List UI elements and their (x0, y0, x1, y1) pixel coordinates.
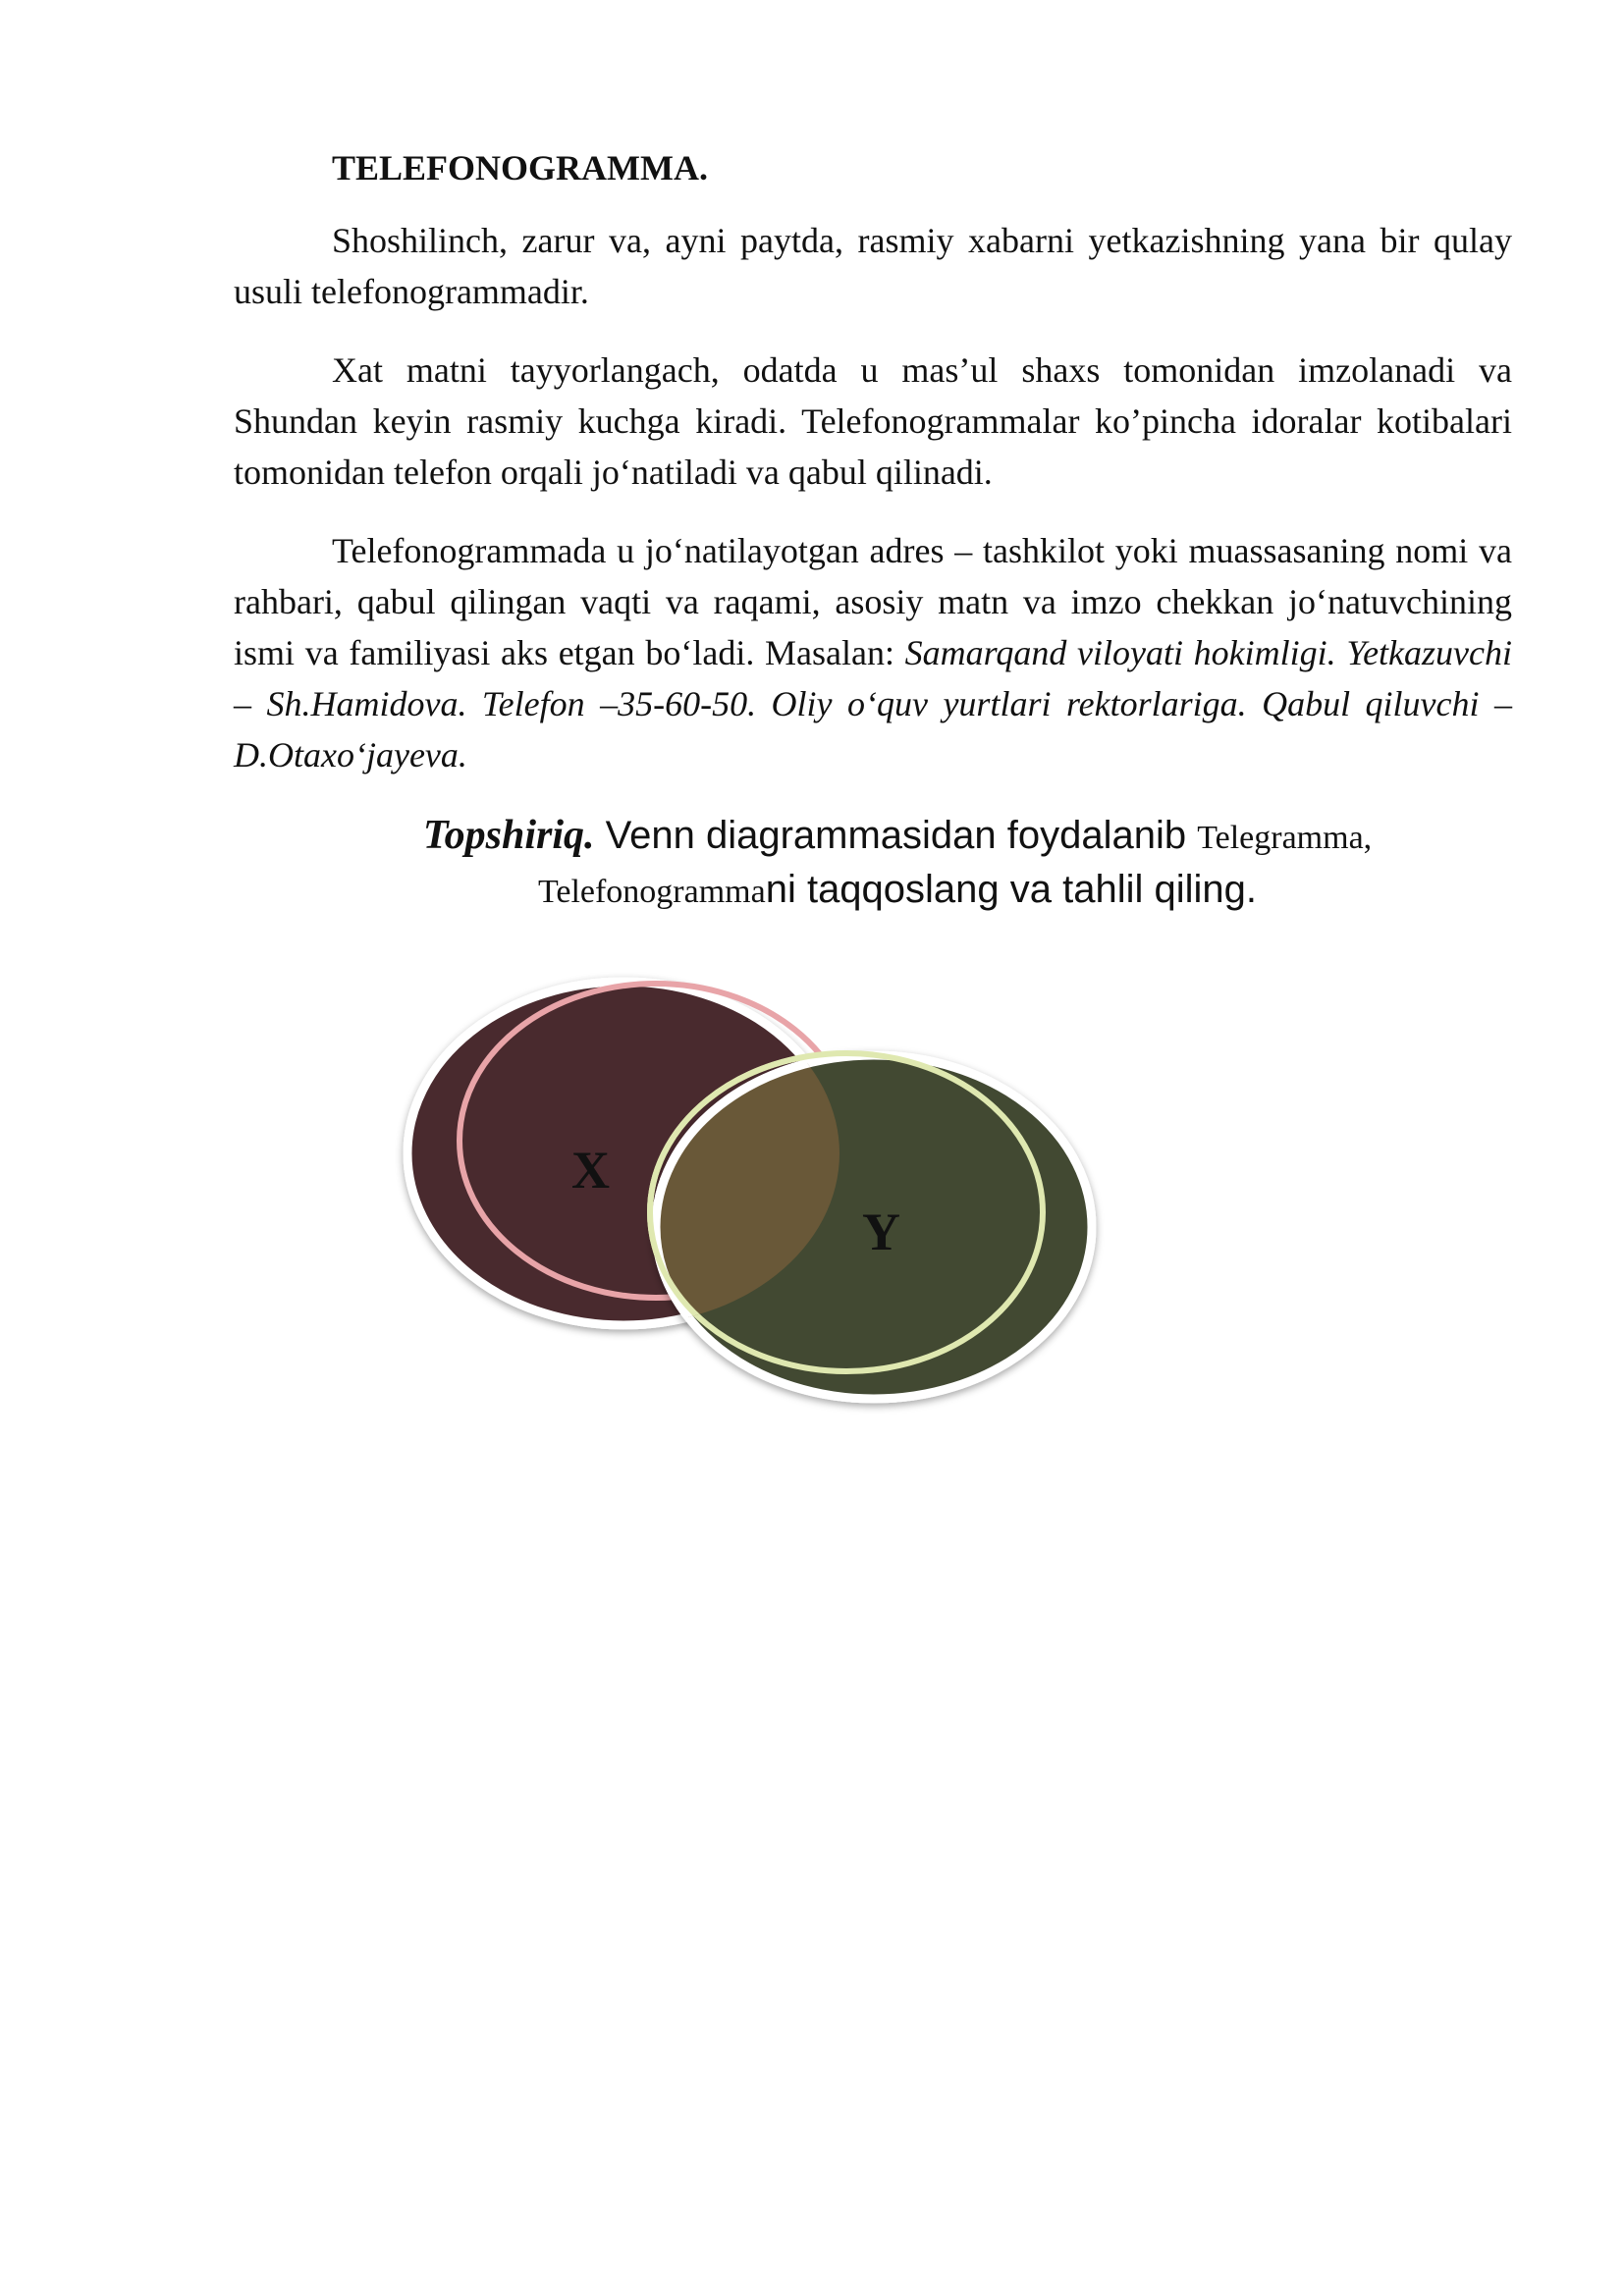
task-word-1: Telegramma, (1197, 820, 1373, 857)
paragraph-2: Xat matni tayyorlangach, odatda u mas’ul shaxs tomonidan imzolanadi va Shundan keyin rasmiy kuchga kiradi. Telefonogrammalar ko’pincha idoralar kotibalari tomonidan telefon orqali jo‘natiladi va qabul qilinadi. (234, 350, 1512, 493)
task-instruction (234, 810, 1512, 918)
task-text-1: Venn diagrammasidan foydalanib (594, 814, 1198, 858)
paragraph-3 (234, 525, 1512, 780)
paragraph-3-text: Telefonogrammada u jo‘natilayotgan adres – tashkilot yoki muassasaning nomi va rahbari, qabul qilingan vaqti va raqami, asosiy matn va imzo chekkan jo‘natuvchining ismi va familiyasi aks etgan bo‘ladi. Masalan: (234, 531, 1512, 673)
document-body (234, 147, 1512, 918)
section-heading: TELEFONOGRAMMA. (332, 148, 708, 187)
task-text-2: ni taqqoslang va tahlil qiling. (765, 868, 1258, 912)
venn-label-y: Y (862, 1202, 900, 1261)
venn-diagram (393, 962, 1139, 1433)
task-word-2: Telefonogramma (537, 874, 766, 911)
task-lead: Topshiriq. (422, 813, 595, 859)
venn-label-x: X (571, 1141, 610, 1200)
paragraph-3-example: Samarqand viloyati hokimligi. Yetkazuvchi – Sh.Hamidova. Telefon –35-60-50. Oliy o‘quv yurtlari rektorlariga. Qabul qiluvchi – D.Otaxo‘jayeva. (234, 633, 1513, 775)
paragraph-1: Shoshilinch, zarur va, ayni paytda, rasmiy xabarni yetkazishning yana bir qulay usuli telefonogrammadir. (234, 221, 1512, 312)
